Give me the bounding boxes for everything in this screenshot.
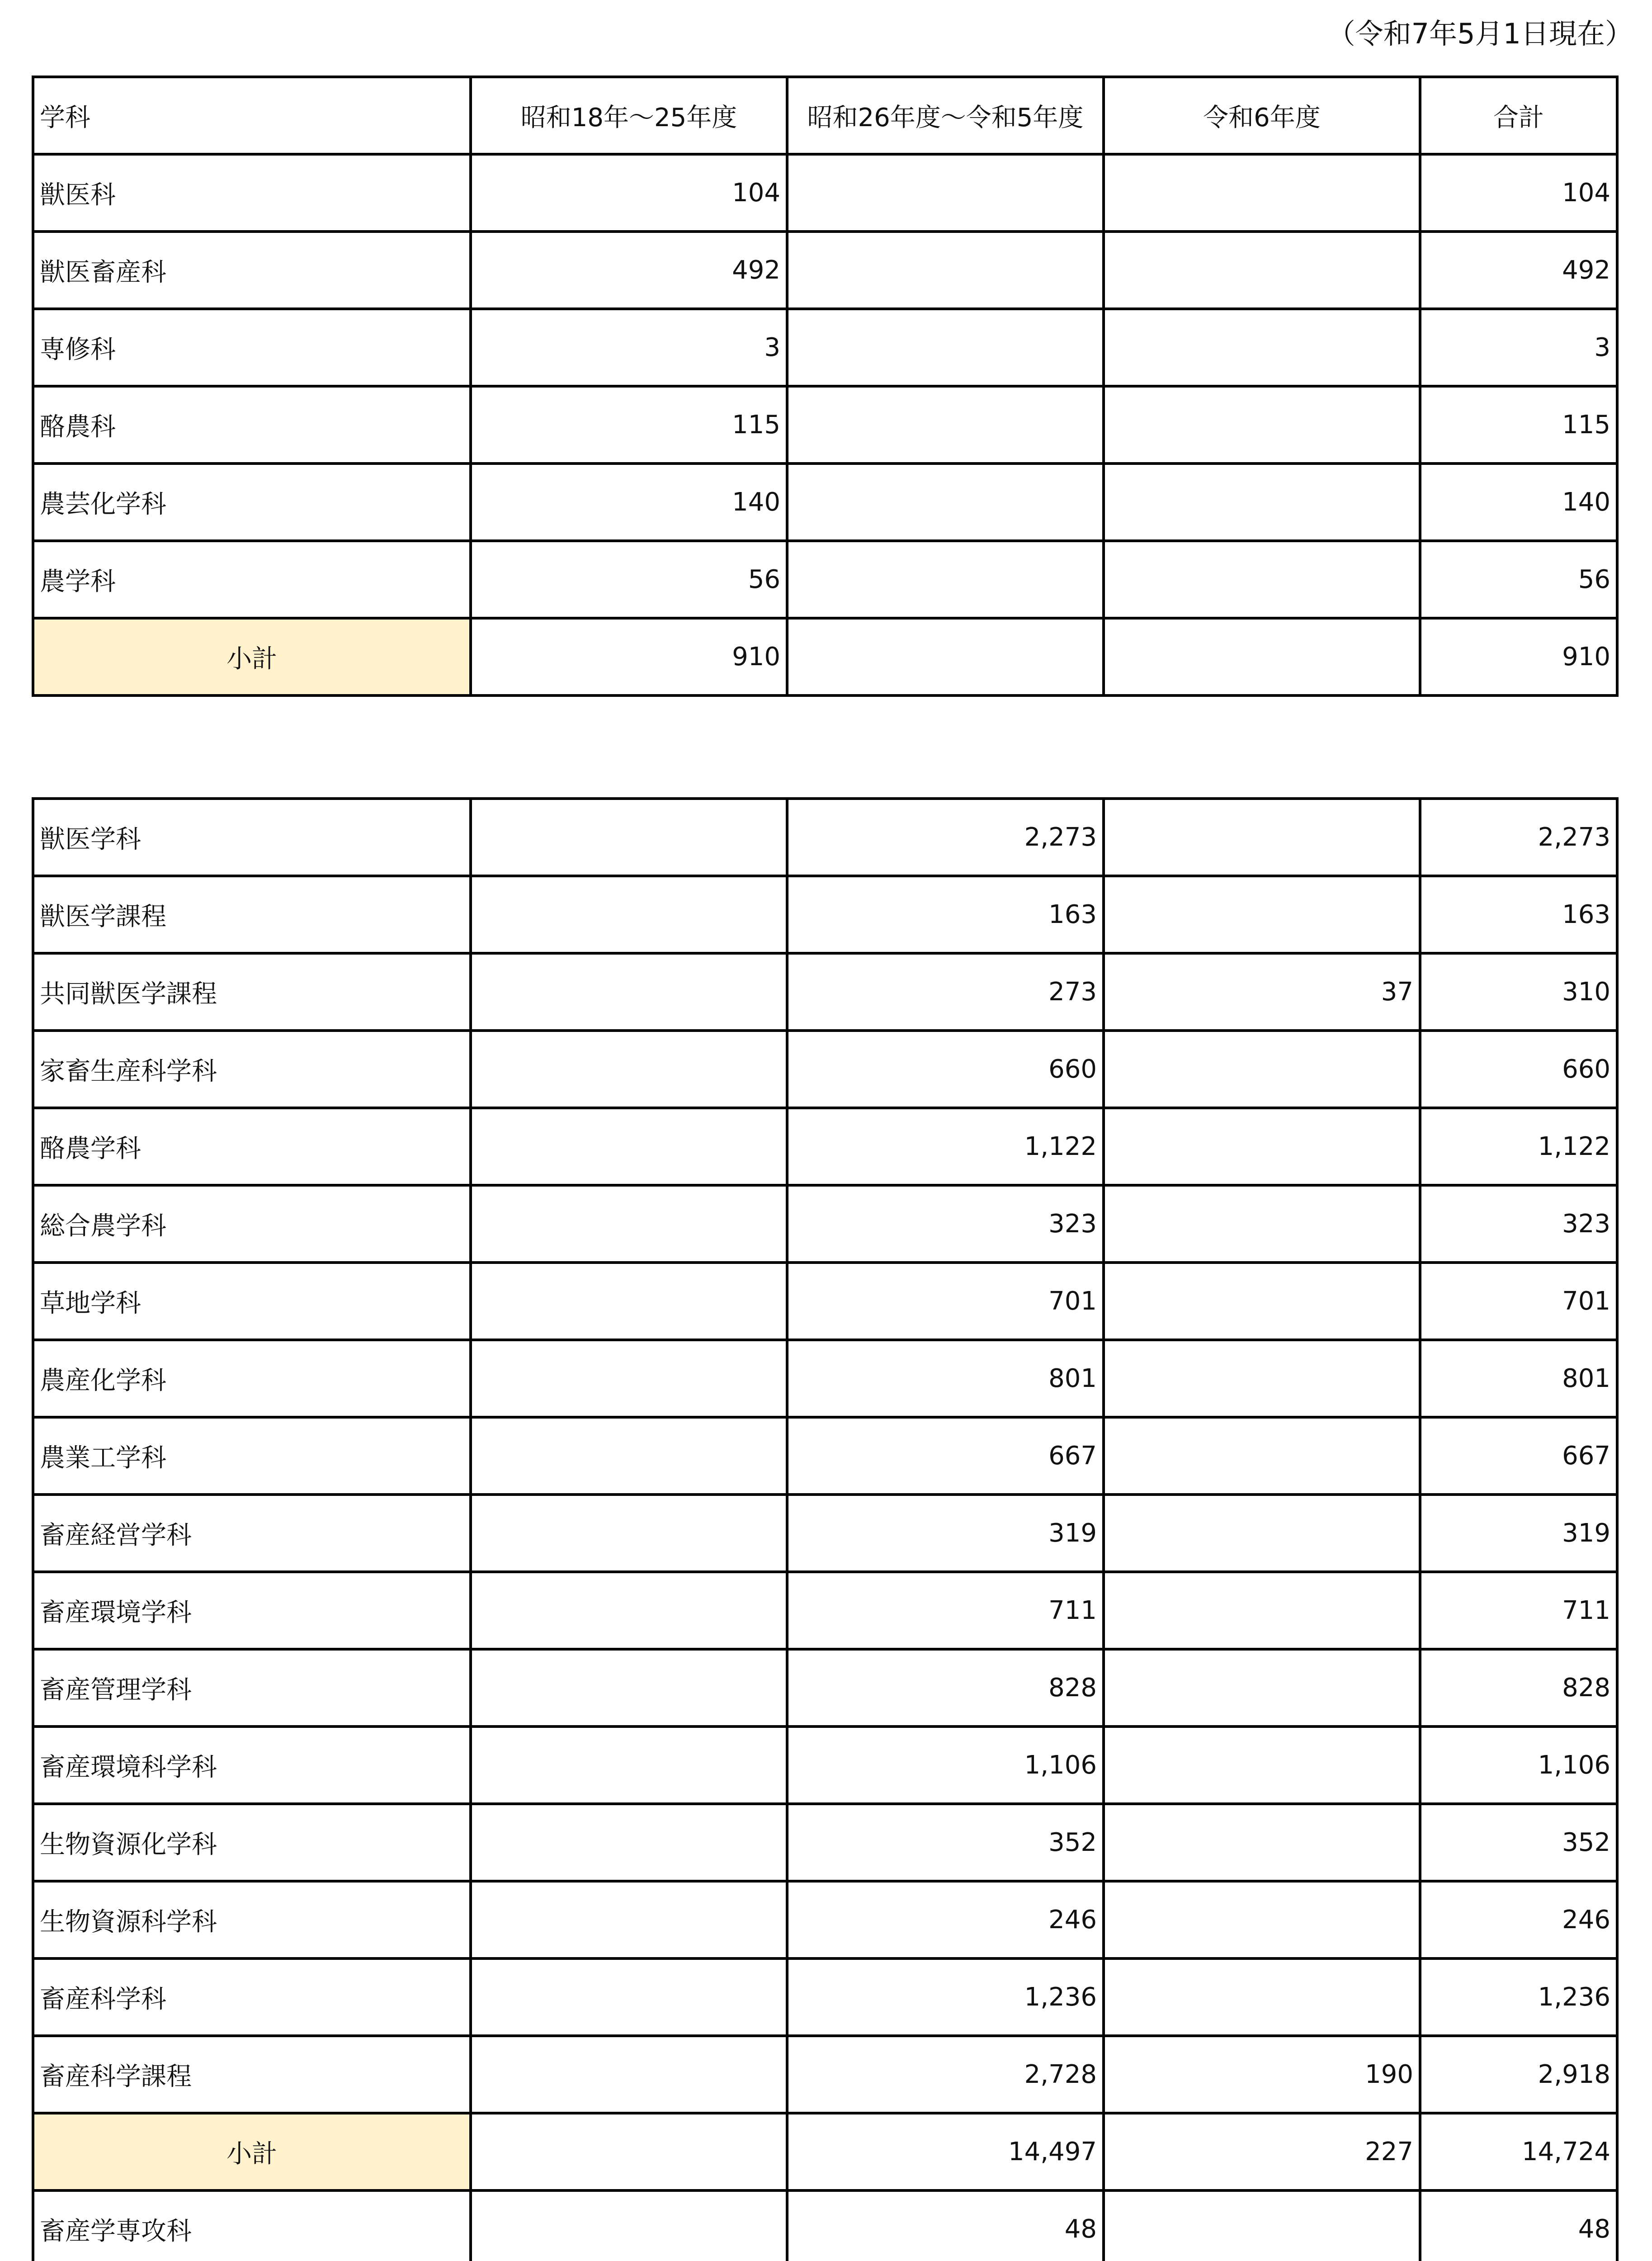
period-3-cell: 37 (1104, 953, 1420, 1031)
total-cell: 667 (1420, 1417, 1617, 1495)
period-2-cell: 246 (787, 1881, 1104, 1958)
department-cell: 畜産環境科学科 (33, 1726, 471, 1804)
period-3-cell (1104, 1495, 1420, 1572)
period-2-cell (787, 541, 1104, 618)
department-cell: 酪農学科 (33, 1108, 471, 1185)
department-cell: 生物資源化学科 (33, 1804, 471, 1881)
period-2-cell (787, 386, 1104, 464)
period-2-cell: 667 (787, 1417, 1104, 1495)
department-cell: 畜産経営学科 (33, 1495, 471, 1572)
period-2-cell: 48 (787, 2190, 1104, 2261)
period-3-cell (1104, 1804, 1420, 1881)
period-3-cell: 190 (1104, 2036, 1420, 2113)
period-1-cell (471, 2036, 787, 2113)
table-row (33, 1649, 1617, 1726)
period-3-cell (1104, 1340, 1420, 1417)
period-3-cell (1104, 309, 1420, 386)
period-2-cell: 273 (787, 953, 1104, 1031)
total-cell: 711 (1420, 1572, 1617, 1649)
table-row (33, 1031, 1617, 1108)
table-row (33, 953, 1617, 1031)
period-3-cell: 227 (1104, 2113, 1420, 2190)
table-row (33, 1881, 1617, 1958)
table-row (33, 876, 1617, 953)
header-row (33, 77, 1617, 154)
period-2-cell (787, 232, 1104, 309)
period-2-cell (787, 154, 1104, 232)
table-row (33, 2036, 1617, 2113)
period-2-cell: 319 (787, 1495, 1104, 1572)
total-cell: 115 (1420, 386, 1617, 464)
period-3-cell (1104, 464, 1420, 541)
department-cell: 農学科 (33, 541, 471, 618)
period-2-cell (787, 464, 1104, 541)
department-cell: 小計 (33, 618, 471, 695)
period-1-cell: 910 (471, 618, 787, 695)
header-department: 学科 (33, 77, 471, 154)
period-1-cell (471, 799, 787, 876)
table-row (33, 1958, 1617, 2036)
table-row (33, 464, 1617, 541)
subtotal-row (33, 2113, 1617, 2190)
department-cell: 獣医学課程 (33, 876, 471, 953)
department-cell: 生物資源科学科 (33, 1881, 471, 1958)
period-3-cell (1104, 1108, 1420, 1185)
department-cell: 獣医畜産科 (33, 232, 471, 309)
period-1-cell (471, 1340, 787, 1417)
department-cell: 農産化学科 (33, 1340, 471, 1417)
department-cell: 獣医科 (33, 154, 471, 232)
total-cell: 104 (1420, 154, 1617, 232)
total-cell: 3 (1420, 309, 1617, 386)
total-cell: 2,273 (1420, 799, 1617, 876)
period-2-cell: 352 (787, 1804, 1104, 1881)
total-cell: 352 (1420, 1804, 1617, 1881)
table-row (33, 1340, 1617, 1417)
total-cell: 319 (1420, 1495, 1617, 1572)
department-cell: 獣医学科 (33, 799, 471, 876)
period-3-cell (1104, 1185, 1420, 1263)
period-2-cell: 2,273 (787, 799, 1104, 876)
table-row (33, 799, 1617, 876)
table-row (33, 541, 1617, 618)
total-cell: 323 (1420, 1185, 1617, 1263)
period-2-cell: 163 (787, 876, 1104, 953)
period-1-cell (471, 2113, 787, 2190)
period-1-cell (471, 1495, 787, 1572)
period-3-cell (1104, 1958, 1420, 2036)
header-period-1: 昭和18年～25年度 (471, 77, 787, 154)
period-3-cell (1104, 876, 1420, 953)
period-3-cell (1104, 2190, 1420, 2261)
total-cell: 56 (1420, 541, 1617, 618)
total-cell: 701 (1420, 1263, 1617, 1340)
department-cell: 畜産環境学科 (33, 1572, 471, 1649)
period-1-cell: 115 (471, 386, 787, 464)
table-row (33, 1417, 1617, 1495)
period-1-cell (471, 1031, 787, 1108)
department-cell: 畜産管理学科 (33, 1649, 471, 1726)
header-period-3: 令和6年度 (1104, 77, 1420, 154)
period-1-cell (471, 2190, 787, 2261)
period-1-cell (471, 1572, 787, 1649)
total-cell: 14,724 (1420, 2113, 1617, 2190)
department-cell: 総合農学科 (33, 1185, 471, 1263)
period-1-cell (471, 1417, 787, 1495)
period-3-cell (1104, 1263, 1420, 1340)
table-row (33, 1108, 1617, 1185)
period-1-cell (471, 1185, 787, 1263)
total-cell: 828 (1420, 1649, 1617, 1726)
period-2-cell (787, 618, 1104, 695)
period-3-cell (1104, 618, 1420, 695)
period-2-cell: 828 (787, 1649, 1104, 1726)
period-2-cell: 323 (787, 1185, 1104, 1263)
department-cell: 専修科 (33, 309, 471, 386)
total-cell: 310 (1420, 953, 1617, 1031)
department-cell: 畜産科学科 (33, 1958, 471, 2036)
period-1-cell (471, 953, 787, 1031)
period-1-cell (471, 1108, 787, 1185)
total-cell: 1,236 (1420, 1958, 1617, 2036)
graduates-table-old-system (32, 76, 1619, 697)
total-cell: 48 (1420, 2190, 1617, 2261)
period-1-cell: 140 (471, 464, 787, 541)
period-2-cell (787, 309, 1104, 386)
header-total: 合計 (1420, 77, 1617, 154)
total-cell: 660 (1420, 1031, 1617, 1108)
period-1-cell (471, 1263, 787, 1340)
table-row (33, 1263, 1617, 1340)
period-3-cell (1104, 1881, 1420, 1958)
period-1-cell: 3 (471, 309, 787, 386)
department-cell: 草地学科 (33, 1263, 471, 1340)
total-cell: 140 (1420, 464, 1617, 541)
period-1-cell (471, 876, 787, 953)
header-period-2: 昭和26年度～令和5年度 (787, 77, 1104, 154)
period-3-cell (1104, 232, 1420, 309)
table-row (33, 309, 1617, 386)
period-1-cell (471, 1881, 787, 1958)
period-3-cell (1104, 1417, 1420, 1495)
as-of-date: （令和7年5月1日現在） (1327, 17, 1633, 50)
period-2-cell: 701 (787, 1263, 1104, 1340)
table-row (33, 1185, 1617, 1263)
table-row (33, 1495, 1617, 1572)
total-cell: 801 (1420, 1340, 1617, 1417)
department-cell: 小計 (33, 2113, 471, 2190)
total-cell: 910 (1420, 618, 1617, 695)
period-2-cell: 660 (787, 1031, 1104, 1108)
period-3-cell (1104, 154, 1420, 232)
period-2-cell: 1,122 (787, 1108, 1104, 1185)
period-1-cell (471, 1958, 787, 2036)
period-2-cell: 711 (787, 1572, 1104, 1649)
table-row (33, 386, 1617, 464)
subtotal-row (33, 618, 1617, 695)
table-row (33, 1726, 1617, 1804)
period-1-cell: 56 (471, 541, 787, 618)
total-cell: 1,122 (1420, 1108, 1617, 1185)
period-3-cell (1104, 1572, 1420, 1649)
department-cell: 農業工学科 (33, 1417, 471, 1495)
period-1-cell (471, 1804, 787, 1881)
period-3-cell (1104, 1726, 1420, 1804)
department-cell: 農芸化学科 (33, 464, 471, 541)
total-cell: 492 (1420, 232, 1617, 309)
period-1-cell: 492 (471, 232, 787, 309)
period-1-cell (471, 1649, 787, 1726)
department-cell: 共同獣医学課程 (33, 953, 471, 1031)
table-row (33, 232, 1617, 309)
total-cell: 246 (1420, 1881, 1617, 1958)
period-3-cell (1104, 799, 1420, 876)
total-cell: 163 (1420, 876, 1617, 953)
graduates-table-new-system (32, 797, 1619, 2261)
total-cell: 1,106 (1420, 1726, 1617, 1804)
period-2-cell: 1,236 (787, 1958, 1104, 2036)
table-row (33, 1804, 1617, 1881)
total-cell: 2,918 (1420, 2036, 1617, 2113)
period-3-cell (1104, 541, 1420, 618)
period-1-cell: 104 (471, 154, 787, 232)
period-2-cell: 801 (787, 1340, 1104, 1417)
period-2-cell: 14,497 (787, 2113, 1104, 2190)
period-3-cell (1104, 1649, 1420, 1726)
table-row (33, 1572, 1617, 1649)
table-row (33, 154, 1617, 232)
table-row (33, 2190, 1617, 2261)
period-2-cell: 1,106 (787, 1726, 1104, 1804)
period-2-cell: 2,728 (787, 2036, 1104, 2113)
department-cell: 酪農科 (33, 386, 471, 464)
department-cell: 家畜生産科学科 (33, 1031, 471, 1108)
department-cell: 畜産科学課程 (33, 2036, 471, 2113)
department-cell: 畜産学専攻科 (33, 2190, 471, 2261)
period-3-cell (1104, 386, 1420, 464)
period-3-cell (1104, 1031, 1420, 1108)
period-1-cell (471, 1726, 787, 1804)
